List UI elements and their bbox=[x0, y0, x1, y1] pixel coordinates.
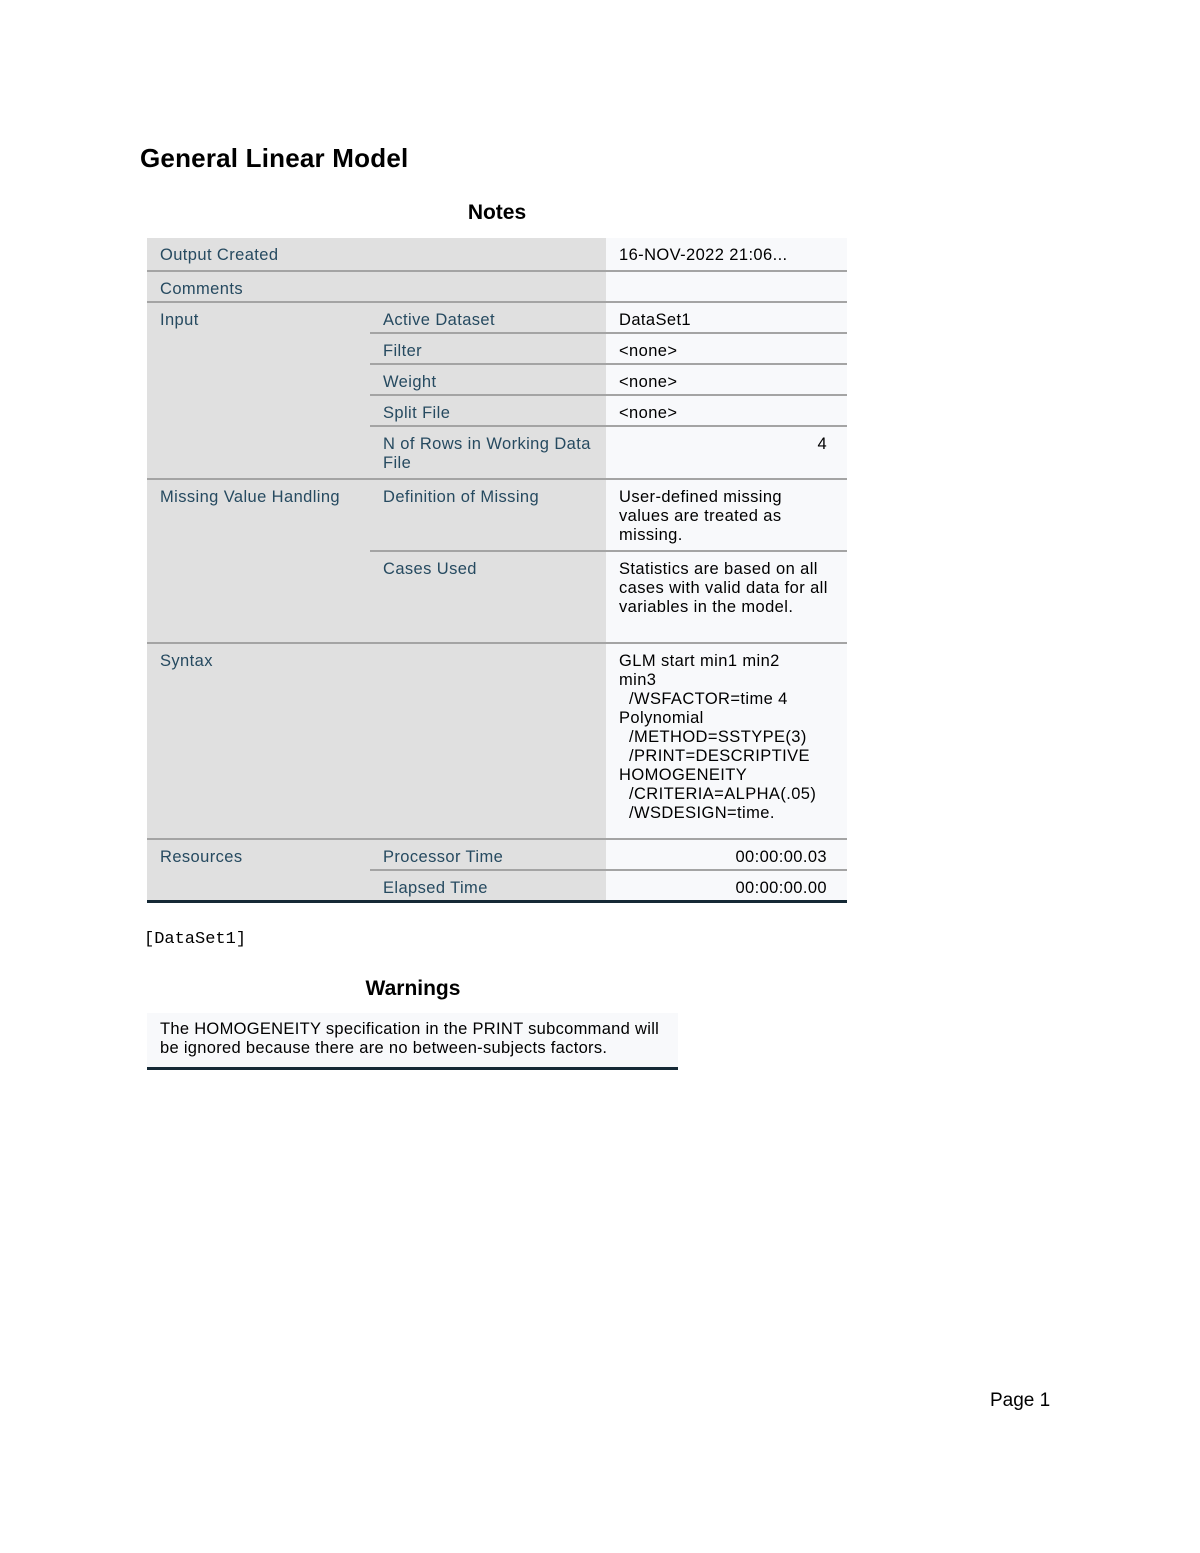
row-value: 00:00:00.03 bbox=[606, 839, 847, 870]
syntax-line: HOMOGENEITY bbox=[619, 766, 748, 784]
table-row bbox=[147, 271, 847, 302]
table-row bbox=[147, 302, 847, 333]
row-label: Elapsed Time bbox=[370, 870, 606, 901]
syntax-line: /WSDESIGN=time. bbox=[619, 804, 775, 822]
row-label: Filter bbox=[370, 333, 606, 364]
syntax-line: /PRINT=DESCRIPTIVE bbox=[619, 747, 810, 765]
output-created-value: 16-NOV-2022 21:06... bbox=[606, 238, 847, 271]
dataset-label: [DataSet1] bbox=[144, 930, 247, 949]
resources-label: Resources bbox=[147, 839, 370, 901]
warnings-table-caption: Warnings bbox=[365, 977, 461, 1000]
missing-value-handling-label: Missing Value Handling bbox=[147, 479, 370, 643]
row-label: Cases Used bbox=[370, 551, 606, 643]
row-value: 00:00:00.00 bbox=[606, 870, 847, 901]
table-row bbox=[147, 238, 847, 271]
syntax-line: /METHOD=SSTYPE(3) bbox=[619, 728, 807, 746]
table-row bbox=[147, 479, 847, 551]
page-number: Page 1 bbox=[990, 1390, 1051, 1411]
comments-value bbox=[606, 271, 847, 302]
row-label: Processor Time bbox=[370, 839, 606, 870]
input-label: Input bbox=[147, 302, 370, 479]
row-value: User-defined missing values are treated as missing. bbox=[606, 479, 847, 551]
syntax-line: min3 bbox=[619, 671, 657, 689]
row-value: <none> bbox=[606, 333, 847, 364]
comments-label: Comments bbox=[147, 271, 606, 302]
row-value: 4 bbox=[606, 426, 847, 479]
page-title: General Linear Model bbox=[140, 143, 409, 173]
syntax-line: /WSFACTOR=time 4 bbox=[619, 690, 788, 708]
syntax-line: Polynomial bbox=[619, 709, 704, 727]
notes-table bbox=[147, 238, 847, 903]
row-label: N of Rows in Working Data File bbox=[370, 426, 606, 479]
row-value: <none> bbox=[606, 364, 847, 395]
warnings-message: The HOMOGENEITY specification in the PRINT subcommand will be ignored because there are no between-subjects factors. bbox=[147, 1013, 678, 1070]
row-value: Statistics are based on all cases with valid data for all variables in the model. bbox=[606, 551, 847, 643]
syntax-line: GLM start min1 min2 bbox=[619, 652, 780, 670]
row-label: Weight bbox=[370, 364, 606, 395]
row-value: DataSet1 bbox=[606, 302, 847, 333]
row-value: <none> bbox=[606, 395, 847, 426]
syntax-value bbox=[606, 643, 847, 839]
row-label: Active Dataset bbox=[370, 302, 606, 333]
notes-table-caption: Notes bbox=[467, 201, 527, 224]
row-label: Split File bbox=[370, 395, 606, 426]
row-label: Definition of Missing bbox=[370, 479, 606, 551]
syntax-line: /CRITERIA=ALPHA(.05) bbox=[619, 785, 817, 803]
syntax-label: Syntax bbox=[147, 643, 606, 839]
table-row bbox=[147, 839, 847, 870]
table-row bbox=[147, 643, 847, 839]
output-created-label: Output Created bbox=[147, 238, 606, 271]
